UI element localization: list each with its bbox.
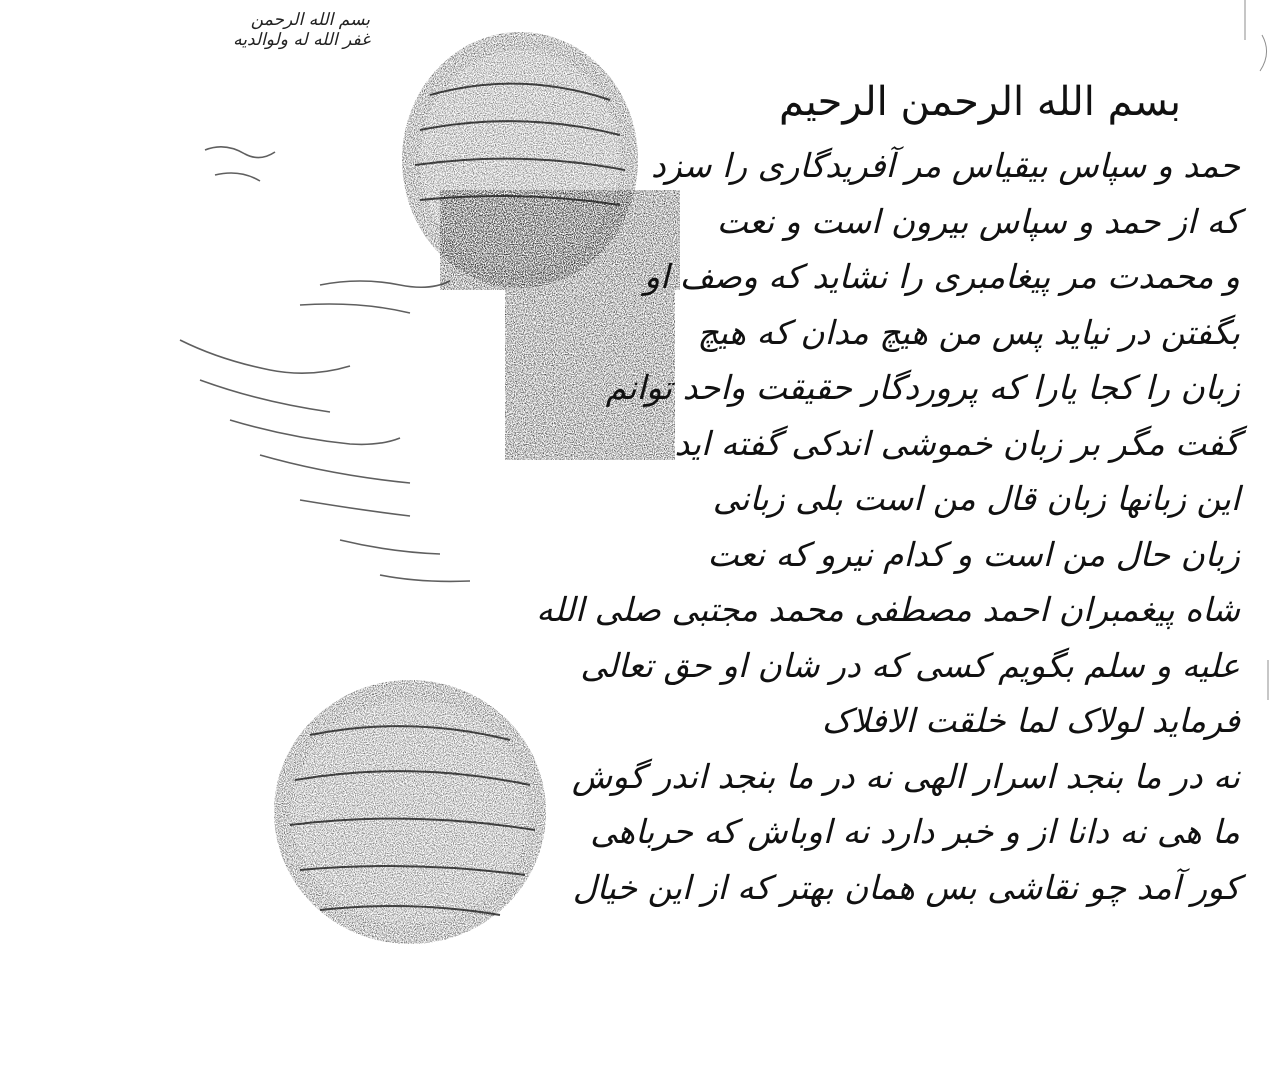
text-line: این زبانها زبان قال من است بلی زبانی bbox=[712, 479, 1240, 518]
marginal-note-line: بسم الله الرحمن bbox=[250, 10, 370, 30]
text-line: کور آمد چو نقاشی بس همان بهتر که از این خیال bbox=[572, 867, 1240, 907]
text-line: بگفتن در نیاید پس من هیچ مدان که هیچ bbox=[697, 312, 1240, 352]
text-line: شاه پیغمبران احمد مصطفی محمد مجتبی صلی الله bbox=[536, 590, 1240, 629]
text-line: و محمدت مر پیغامبری را نشاید که وصف او bbox=[644, 257, 1240, 296]
manuscript-text-block bbox=[536, 79, 1240, 915]
text-line: فرماید لولاک لما خلقت الافلاک bbox=[821, 701, 1240, 740]
text-line: حمد و سپاس بیقیاس مر آفریدگاری را سزد bbox=[651, 146, 1240, 185]
text-line: که از حمد و سپاس بیرون است و نعت bbox=[716, 201, 1240, 241]
basmala-heading: بسم الله الرحمن الرحیم bbox=[778, 79, 1182, 125]
text-line: ما هی نه دانا از و خبر دارد نه اوباش که حرباهی bbox=[590, 812, 1240, 851]
text-line: گفت مگر بر زبان خموشی اندکی گفته اید bbox=[674, 423, 1240, 463]
marginal-note bbox=[130, 10, 370, 50]
text-line: زبان را کجا یارا که پروردگار حقیقت واحد توانم bbox=[605, 368, 1240, 407]
text-line: زبان حال من است و کدام نیرو که نعت bbox=[707, 534, 1240, 574]
marginal-note-line: غفر الله له ولوالدیه bbox=[233, 30, 370, 50]
text-line: علیه و سلم بگویم کسی که در شان او حق تعالی bbox=[580, 645, 1240, 685]
text-line: نه در ما بنجد اسرار الهی نه در ما بنجد اندر گوش bbox=[571, 756, 1240, 796]
